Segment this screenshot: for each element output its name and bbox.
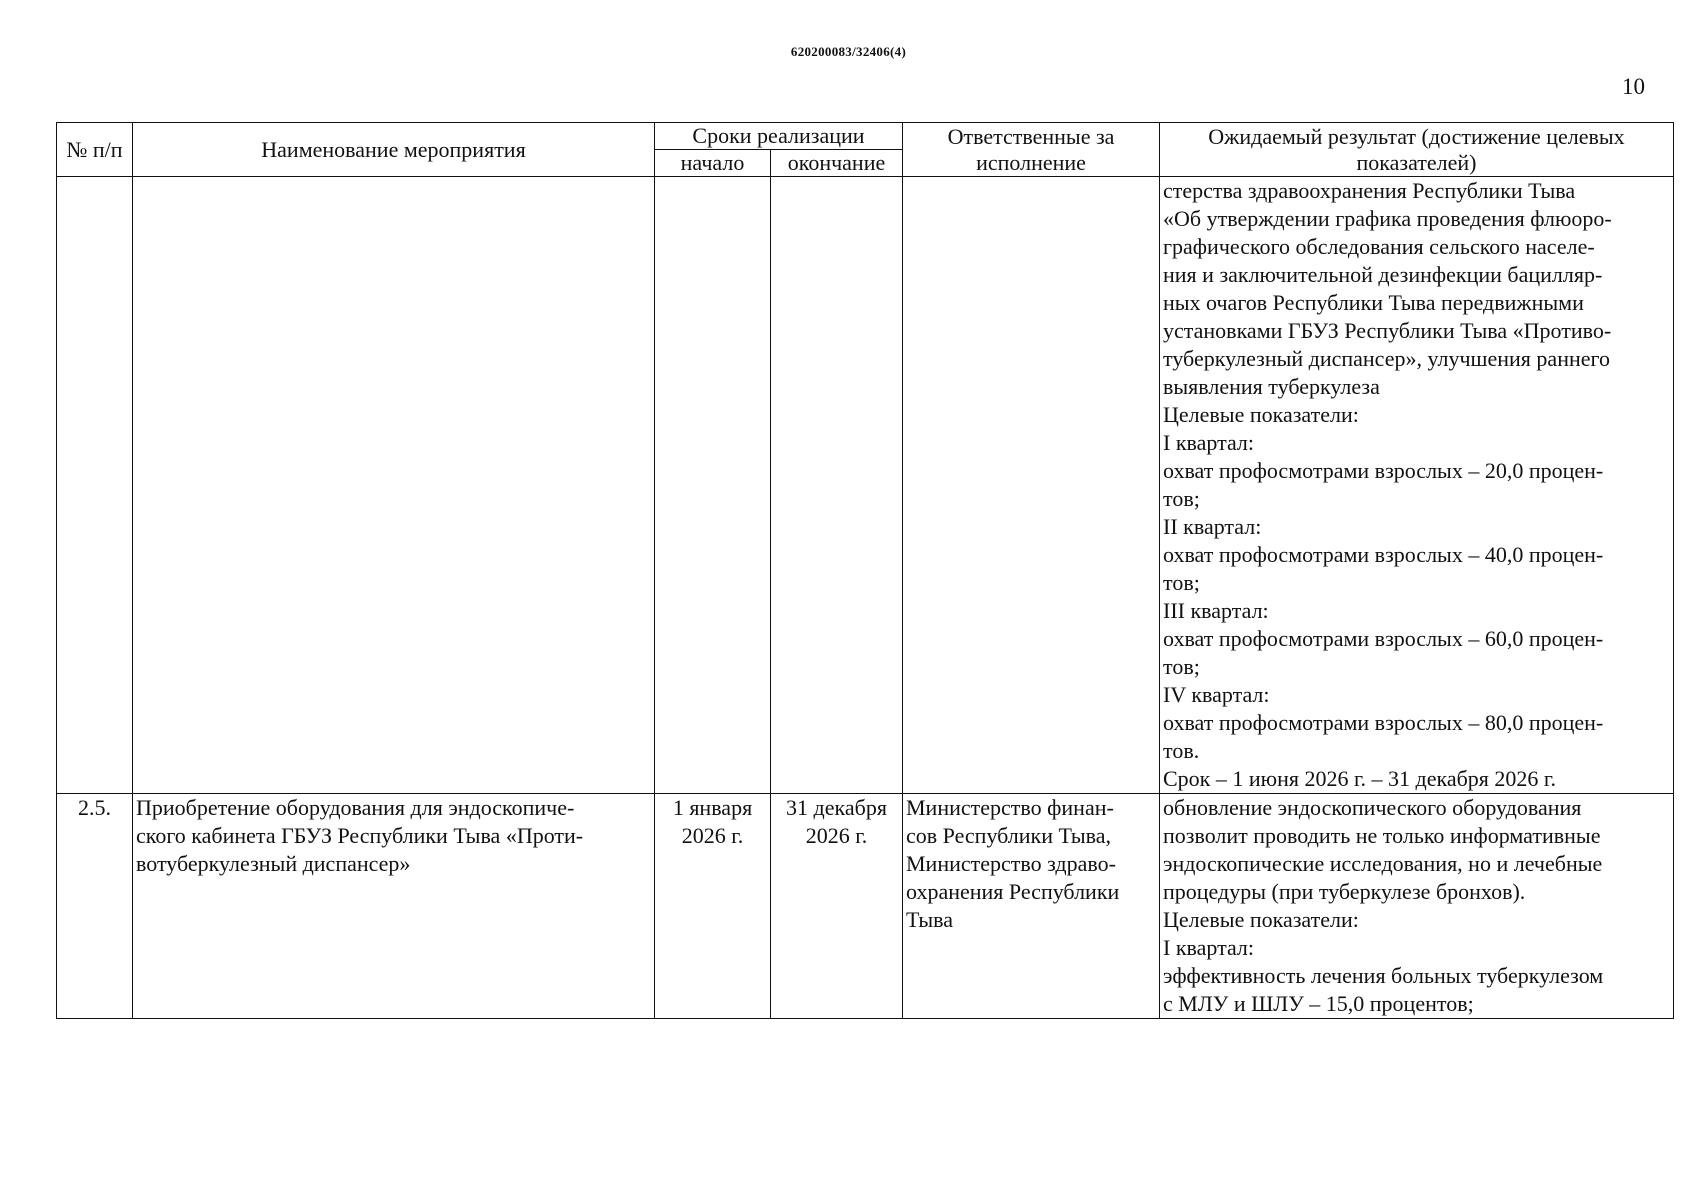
result-line: охват профосмотрами взрослых – 20,0 процен- — [1163, 458, 1604, 483]
result-line: ных очагов Республики Тыва передвижными — [1163, 290, 1584, 315]
expected-result-cell — [1160, 794, 1674, 1019]
activity-name-line: Приобретение оборудования для эндоскопиче- — [136, 795, 575, 820]
result-line: I квартал: — [1163, 430, 1255, 455]
column-header-number: № п/п — [57, 123, 133, 177]
result-line: II квартал: — [1163, 514, 1262, 539]
start-date-line: 2026 г. — [681, 823, 744, 848]
result-line: выявления туберкулеза — [1163, 374, 1380, 399]
activity-name-line: вотуберкулезный диспансер» — [136, 851, 411, 876]
result-line: I квартал: — [1163, 935, 1255, 960]
result-line: тов; — [1163, 654, 1200, 679]
column-header-responsible: Ответственные за исполнение — [903, 123, 1160, 177]
result-line: графического обследования сельского населе- — [1163, 234, 1595, 259]
result-line: процедуры (при туберкулезе бронхов). — [1163, 879, 1526, 904]
result-line: ния и заключительной дезинфекции бацилляр- — [1163, 262, 1603, 287]
responsible-cell — [903, 177, 1160, 794]
responsible-cell — [903, 794, 1160, 1019]
activity-name-cell — [133, 177, 655, 794]
start-date-line: 1 января — [672, 795, 753, 820]
result-line: «Об утверждении графика проведения флюоро- — [1163, 206, 1612, 231]
activity-name-cell — [133, 794, 655, 1019]
result-line: III квартал: — [1163, 598, 1269, 623]
column-header-result: Ожидаемый результат (достижение целевых показателей) — [1160, 123, 1674, 177]
end-date-line: 2026 г. — [805, 823, 868, 848]
result-line: тов. — [1163, 738, 1200, 763]
table-row — [57, 177, 1674, 794]
result-line: тов; — [1163, 570, 1200, 595]
result-line: с МЛУ и ШЛУ – 15,0 процентов; — [1163, 991, 1474, 1016]
end-date-line: 31 декабря — [786, 795, 887, 820]
start-date-cell — [655, 794, 771, 1019]
activities-table — [56, 122, 1674, 1019]
column-header-start: начало — [655, 150, 771, 177]
end-date-cell — [771, 177, 903, 794]
responsible-line: сов Республики Тыва, — [906, 823, 1112, 848]
result-line: эндоскопические исследования, но и лечебные — [1163, 851, 1603, 876]
result-line: охват профосмотрами взрослых – 60,0 процен- — [1163, 626, 1604, 651]
result-line: IV квартал: — [1163, 682, 1270, 707]
result-line: тов; — [1163, 486, 1200, 511]
page-number: 10 — [1622, 74, 1645, 99]
result-line: охват профосмотрами взрослых – 80,0 процен- — [1163, 710, 1604, 735]
result-line: охват профосмотрами взрослых – 40,0 процен- — [1163, 542, 1604, 567]
table-row — [57, 794, 1674, 1019]
responsible-line: Тыва — [906, 907, 953, 932]
result-line: Целевые показатели: — [1163, 402, 1359, 427]
start-date-cell — [655, 177, 771, 794]
document-id: 620200083/32406(4) — [790, 44, 907, 59]
result-line: позволит проводить не только информативные — [1163, 823, 1601, 848]
result-line: Целевые показатели: — [1163, 907, 1359, 932]
result-line: туберкулезный диспансер», улучшения раннего — [1163, 346, 1610, 371]
expected-result-cell — [1160, 177, 1674, 794]
row-number: 2.5. — [57, 794, 133, 1019]
result-line: стерства здравоохранения Республики Тыва — [1163, 178, 1576, 203]
responsible-line: Министерство финан- — [906, 795, 1114, 820]
column-header-name: Наименование мероприятия — [133, 123, 655, 177]
responsible-line: охранения Республики — [906, 879, 1120, 904]
result-line: установками ГБУЗ Республики Тыва «Противо- — [1163, 318, 1612, 343]
column-header-end: окончание — [771, 150, 903, 177]
responsible-line: Министерство здраво- — [906, 851, 1116, 876]
end-date-cell — [771, 794, 903, 1019]
activity-name-line: ского кабинета ГБУЗ Республики Тыва «Проти- — [136, 823, 584, 848]
result-line: Срок – 1 июня 2026 г. – 31 декабря 2026 г. — [1163, 766, 1556, 791]
result-line: эффективность лечения больных туберкулезом — [1163, 963, 1604, 988]
row-number — [57, 177, 133, 794]
result-line: обновление эндоскопического оборудования — [1163, 795, 1582, 820]
column-header-terms: Сроки реализации — [655, 123, 903, 150]
